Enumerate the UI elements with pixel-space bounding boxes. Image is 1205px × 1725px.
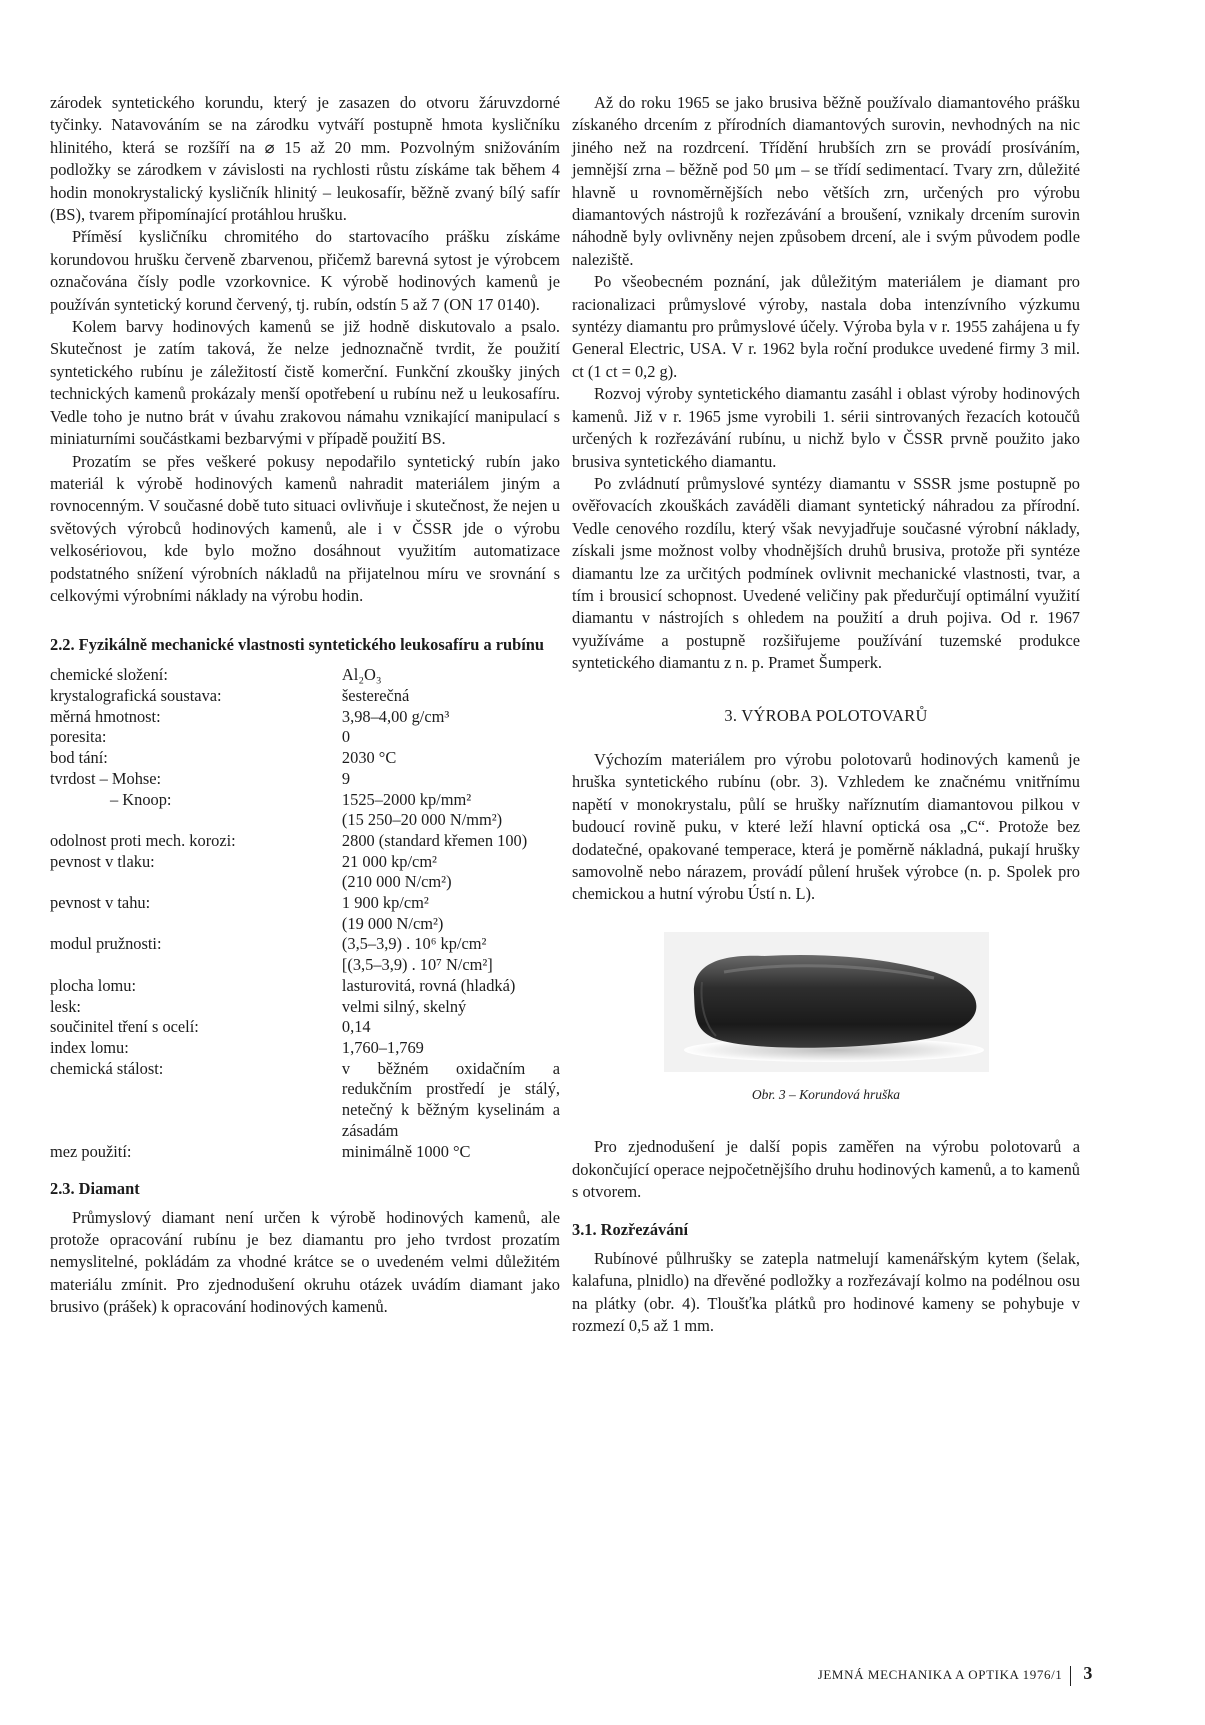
property-value: [(3,5–3,9) . 10⁷ N/cm²] bbox=[341, 955, 493, 975]
property-value: 21 000 kp/cm² bbox=[341, 851, 437, 871]
corundum-boule-photo bbox=[664, 932, 989, 1072]
paragraph: Po zvládnutí průmyslové syntézy diamantu v SSSR jsme postupně po ověřovacích zkouškách zaváděli diamant syntetický náhradou za přírodní. Vedle cenového rozdílu, který však nevyjadřuje současné výrobní náklady, získali jsme možnost volby vhodnějších druhů brusiva, protože při syntéze diamantu lze za určitých podmínek ovlivnit mechanické vlastnosti, tvar, a tím i brousicí schopnost. Uvedené veličiny pak předurčují optimální využití diamantu v nástrojích s ohledem na použití a druh pojiva. Od r. 1967 využíváme a postupně rozšiřujeme používání tuzemské produkce syntetického diamantu z n. p. Pramet Šumperk. bbox=[572, 473, 1080, 673]
property-row bbox=[50, 852, 560, 873]
property-value: velmi silný, skelný bbox=[341, 996, 467, 1016]
paragraph: Kolem barvy hodinových kamenů se již hodně diskutovalo a psalo. Skutečnost je zatím taková, že nelze jednoznačně tvrdit, že použití syntetického rubínu je záležitostí čistě komerční. Funkční zkoušky jiných technických kamenů prokázaly menší opotřebení u rubínu než u leukosafíru. Vedle toho je nutno brát v úvahu zrakovou námahu vznikající manipulací s miniaturními součástkami bezbarvými v případě použití BS. bbox=[50, 317, 560, 449]
section-heading-3-1: 3.1. Rozřezávání bbox=[572, 1220, 689, 1240]
property-row bbox=[50, 727, 560, 748]
property-name bbox=[50, 914, 342, 935]
property-name: chemická stálost: bbox=[50, 1058, 164, 1078]
property-value: (3,5–3,9) . 10⁶ kp/cm² bbox=[341, 934, 487, 954]
property-value: 2800 (standard křemen 100) bbox=[341, 830, 528, 850]
paragraph: Prozatím se přes veškeré pokusy nepodařilo syntetický rubín jako materiál k výrobě hodinových kamenů nahradit materiálem jiným a rovnocenným. V současné době tuto situaci ovlivňuje i skutečnost, že nejen u světových výrobců hodinových kamenů, ale i v ČSSR jde o výrobu velkosériovou, kde bylo možno dosáhnout využitím automatizace podstatného snížení výrobních nákladů na přijatelnou míru ve srovnání s celkovými výrobními náklady na výrobu hodin. bbox=[50, 451, 560, 605]
paragraph: Rozvoj výroby syntetického diamantu zasáhl i oblast výroby hodinových kamenů. Již v r. 1965 jsme vyrobili 1. sérii sintrovaných řezacích kotoučů určených k rozřezávání rubínu, u nichž bylo v ČSSR prvně použito jako brusiva syntetického diamantu. bbox=[572, 384, 1080, 471]
paragraph: Rubínové půlhrušky se zatepla natmelují kamenářským kytem (šelak, kalafuna, plnidlo) na dřevěné podložky a rozřezávají kolmo na podélnou osu na plátky (obr. 4). Tloušťka plátků pro hodinové kameny se pohybuje v rozmezí 0,5 až 1 mm. bbox=[572, 1248, 1080, 1336]
property-row bbox=[50, 1017, 560, 1038]
left-column bbox=[50, 92, 560, 1319]
section-heading-3: 3. VÝROBA POLOTOVARŮ bbox=[724, 705, 928, 725]
paragraph: Až do roku 1965 se jako brusiva běžně používalo diamantového prášku získaného drcením z přírodních diamantových surovin, nevhodných na nic jiného než na rozdrcení. Třídění hrubších zrn se provádí prosíváním, jemnější zrna – běžně pod 50 μm – se třídí sedimentací. Tvary zrn, důležité hlavně u rovnoměrnějších nebo větších zrn, určených pro výrobu diamantových nástrojů k rozřezávání a broušení, vznikaly drcením surovin náhodně byly ovlivněny nejen způsobem drcení, ale i svým původem podle naleziště. bbox=[572, 93, 1080, 269]
property-value: minimálně 1000 °C bbox=[341, 1141, 471, 1161]
property-row bbox=[50, 1059, 560, 1142]
paragraph: zárodek syntetického korundu, který je zasazen do otvoru žáruvzdorné tyčinky. Natavováním se na zárodku vytváří postupně hmota kysličníku hlinitého, která se rozšíří na ⌀ 15 až 20 mm. Pozvolným snižováním podložky se zárodkem v závislosti na rychlosti růstu získáme tak během 4 hodin monokrystalický kysličník hlinitý – leukosafír, běžně zvaný bílý safír (BS), tvarem připomínající protáhlou hrušku. bbox=[50, 93, 560, 225]
property-value: 0,14 bbox=[341, 1017, 371, 1037]
property-value: v běžném oxidačním a redukčním prostředí je stálý, netečný k běžným kyselinám a zásadám bbox=[341, 1058, 560, 1140]
paragraph: Průmyslový diamant není určen k výrobě hodinových kamenů, ale protože opracování rubínu je bez diamantu pro jeho tvrdost prozatím nemyslitelné, pokládám za vhodné krátce se o uvedeném velmi důležitém materiálu zmínit. Pro zjednodušení okruhu otázek uvádím diamant jako brusivo (prášek) k opracování hodinových kamenů. bbox=[50, 1207, 560, 1317]
property-name bbox=[50, 955, 342, 976]
property-name: modul pružnosti: bbox=[50, 934, 162, 954]
footer-divider bbox=[1070, 1666, 1071, 1686]
property-row bbox=[50, 665, 560, 686]
paragraph: Po všeobecném poznání, jak důležitým materiálem je diamant pro racionalizaci průmyslové výroby, nastala doba intenzívního výzkumu syntézy diamantu pro průmyslové účely. Výroba byla v r. 1955 zahájena u fy General Electric, USA. V r. 1962 byla roční produkce uvedené firmy 3 mil. ct (1 ct = 0,2 g). bbox=[572, 272, 1080, 381]
property-value: šesterečná bbox=[341, 686, 410, 706]
property-row bbox=[50, 914, 560, 935]
property-row bbox=[50, 872, 560, 893]
property-row bbox=[50, 748, 560, 769]
paragraph: Příměsí kysličníku chromitého do startovacího prášku získáme korundovou hrušku červeně zbarvenou, přičemž barevná sytost je výrobcem označována čísly podle vzorkovnice. K výrobě hodinových kamenů je používán syntetický korund červený, tj. rubín, odstín 5 až 7 (ON 17 0140). bbox=[50, 227, 560, 314]
property-row bbox=[50, 707, 560, 728]
property-value: Al₂O₃ bbox=[341, 665, 382, 685]
property-row bbox=[50, 934, 560, 955]
property-value: (210 000 N/cm²) bbox=[341, 872, 452, 892]
property-row bbox=[50, 976, 560, 997]
property-value: 9 bbox=[341, 768, 351, 788]
property-name: plocha lomu: bbox=[50, 975, 137, 995]
property-name: krystalografická soustava: bbox=[50, 686, 222, 706]
property-name: poresita: bbox=[50, 727, 107, 747]
property-value: (15 250–20 000 N/mm²) bbox=[341, 810, 503, 830]
page-number: 3 bbox=[1083, 1663, 1093, 1683]
property-value: 3,98–4,00 g/cm³ bbox=[341, 706, 450, 726]
property-row bbox=[50, 997, 560, 1018]
property-value: 1525–2000 kp/mm² bbox=[341, 789, 472, 809]
paragraph: Pro zjednodušení je další popis zaměřen na výrobu polotovarů a dokončující operace nejpočetnějšího druhu hodinových kamenů, a to kamenů s otvorem. bbox=[572, 1137, 1080, 1202]
property-name: – Knoop: bbox=[110, 789, 172, 809]
property-name bbox=[50, 872, 342, 893]
property-row bbox=[50, 810, 560, 831]
figure-caption: Obr. 3 – Korundová hruška bbox=[751, 1086, 901, 1102]
property-name: měrná hmotnost: bbox=[50, 706, 161, 726]
property-name: odolnost proti mech. korozi: bbox=[50, 830, 236, 850]
section-heading-2-3: 2.3. Diamant bbox=[50, 1179, 140, 1199]
property-name bbox=[50, 810, 342, 831]
property-value: lasturovitá, rovná (hladká) bbox=[341, 975, 516, 995]
property-value: (19 000 N/cm²) bbox=[341, 913, 444, 933]
property-value: 0 bbox=[341, 727, 351, 747]
property-name: chemické složení: bbox=[50, 665, 168, 685]
property-row bbox=[50, 831, 560, 852]
properties-table bbox=[50, 665, 560, 1162]
journal-title: JEMNÁ MECHANIKA A OPTIKA 1976/1 bbox=[817, 1667, 1063, 1682]
property-name: pevnost v tahu: bbox=[50, 893, 151, 913]
property-name: tvrdost – Mohse: bbox=[50, 768, 162, 788]
page-footer bbox=[818, 1663, 1093, 1686]
property-name: mez použití: bbox=[50, 1141, 132, 1161]
property-row bbox=[50, 769, 560, 790]
property-row bbox=[50, 955, 560, 976]
property-name: index lomu: bbox=[50, 1038, 129, 1057]
property-name: součinitel tření s ocelí: bbox=[50, 1017, 199, 1037]
paragraph: Výchozím materiálem pro výrobu polotovarů hodinových kamenů je hruška syntetického rubínu (obr. 3). Vzhledem ke značnému vnitřnímu napětí v monokrystalu, půlí se hrušky naříznutím diamantovou pilkou v budoucí rovině puku, v které leží hlavní optická osa „C“. Protože bez dodatečné, opakované temperace, která je poměrně nákladná, pukají hrušky samovolně nebo nárazem, provádí půlení hrušek výrobce (n. p. Spolek pro chemickou a hutní výrobu Ústí n. L). bbox=[572, 749, 1080, 904]
property-row bbox=[50, 1142, 560, 1163]
property-row bbox=[50, 790, 560, 811]
property-row bbox=[50, 686, 560, 707]
section-heading-2-2: 2.2. Fyzikálně mechanické vlastnosti syntetického leukosafíru a rubínu bbox=[50, 635, 545, 655]
property-value: 2030 °C bbox=[341, 748, 397, 768]
property-name: lesk: bbox=[50, 996, 81, 1016]
right-column bbox=[572, 92, 1080, 1337]
property-row bbox=[50, 1038, 560, 1059]
property-row bbox=[50, 893, 560, 914]
property-value: 1,760–1,769 bbox=[341, 1038, 424, 1057]
property-value: 1 900 kp/cm² bbox=[341, 893, 429, 913]
property-name: bod tání: bbox=[50, 748, 108, 768]
property-name: pevnost v tlaku: bbox=[50, 851, 155, 871]
